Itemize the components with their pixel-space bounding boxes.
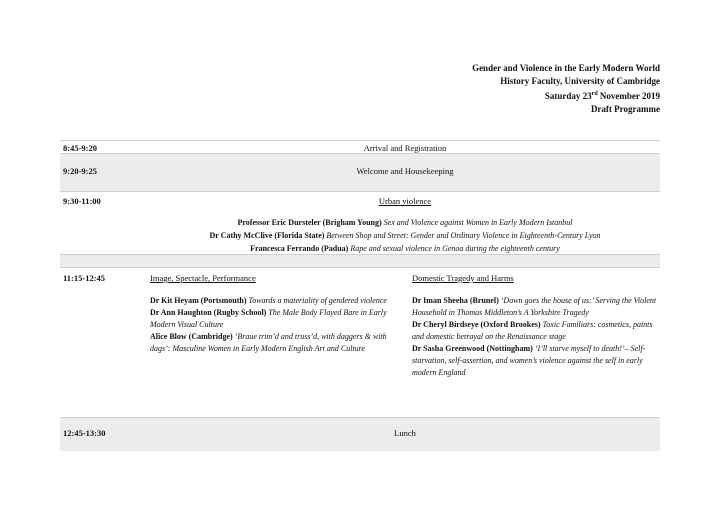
title-arrival: Arrival and Registration <box>363 143 447 153</box>
talk: Professor Eric Dursteler (Brigham Young) Sex and Violence against Women in Early Modern Istanbul <box>237 218 573 227</box>
panel-title-domestic: Domestic Tragedy and Harms <box>412 273 514 283</box>
time-session-2: 11:15-12:45 <box>63 273 106 283</box>
programme-header <box>472 62 660 116</box>
title-welcome: Welcome and Housekeeping <box>356 166 454 176</box>
talk: Dr Ann Haughton (Rugby School) The Male Body Flayed Bare in Early Modern Visual Culture <box>150 308 387 329</box>
row-lunch <box>60 417 660 451</box>
programme-status: Draft Programme <box>590 104 660 114</box>
urban-talks <box>150 216 660 255</box>
panel-right-talks <box>412 295 660 379</box>
schedule-table <box>60 140 660 451</box>
talk: Francesca Ferrando (Padua) Rape and sexual violence in Genoa during the eighteenth century <box>250 244 560 253</box>
time-urban: 9:30-11:00 <box>63 196 101 206</box>
talk: Dr Sasha Greenwood (Nottingham) ‘I’ll starve myself to death!’– Self-starvation, self-assertion, and women’s violence against the self in early modern England <box>412 344 646 377</box>
time-welcome: 9:20-9:25 <box>63 166 97 176</box>
time-lunch: 12:45-13:30 <box>63 428 106 438</box>
row-break <box>60 254 660 267</box>
row-session-2 <box>60 267 660 417</box>
talk: Alice Blow (Cambridge) ‘Braue trim’d and truss’d, with daggers & with dags’: Masculine Women in Early Modern English Art and Culture <box>150 332 387 353</box>
talk: Dr Kit Heyam (Portsmouth) Towards a materiality of gendered violence <box>150 296 387 305</box>
title-lunch: Lunch <box>394 428 416 438</box>
talk: Dr Cheryl Birdseye (Oxford Brookes) Toxic Familiars: cosmetics, paints and domestic betrayal on the Renaissance stage <box>412 320 653 341</box>
talk: Dr Cathy McClive (Florida State) Between Shop and Street: Gender and Ordinary Violence in Eighteenth-Century Lyon <box>209 231 601 240</box>
panel-left-talks <box>150 295 405 355</box>
row-welcome <box>60 153 660 191</box>
panel-title-image: Image, Spectacle, Performance <box>150 273 256 283</box>
time-arrival: 8:45-9:20 <box>63 143 97 153</box>
row-urban-violence <box>60 191 660 254</box>
talk: Dr Iman Sheeha (Brunel) ‘Down goes the house of us:’ Serving the Violent Household in Thomas Middleton’s A Yorkshire Tragedy <box>412 296 657 317</box>
venue: History Faculty, University of Cambridge <box>500 76 660 86</box>
title-urban: Urban violence <box>378 196 432 206</box>
date: Saturday 23rd November 2019 <box>544 91 660 101</box>
conference-title: Gender and Violence in the Early Modern World <box>472 63 660 73</box>
row-arrival <box>60 140 660 153</box>
